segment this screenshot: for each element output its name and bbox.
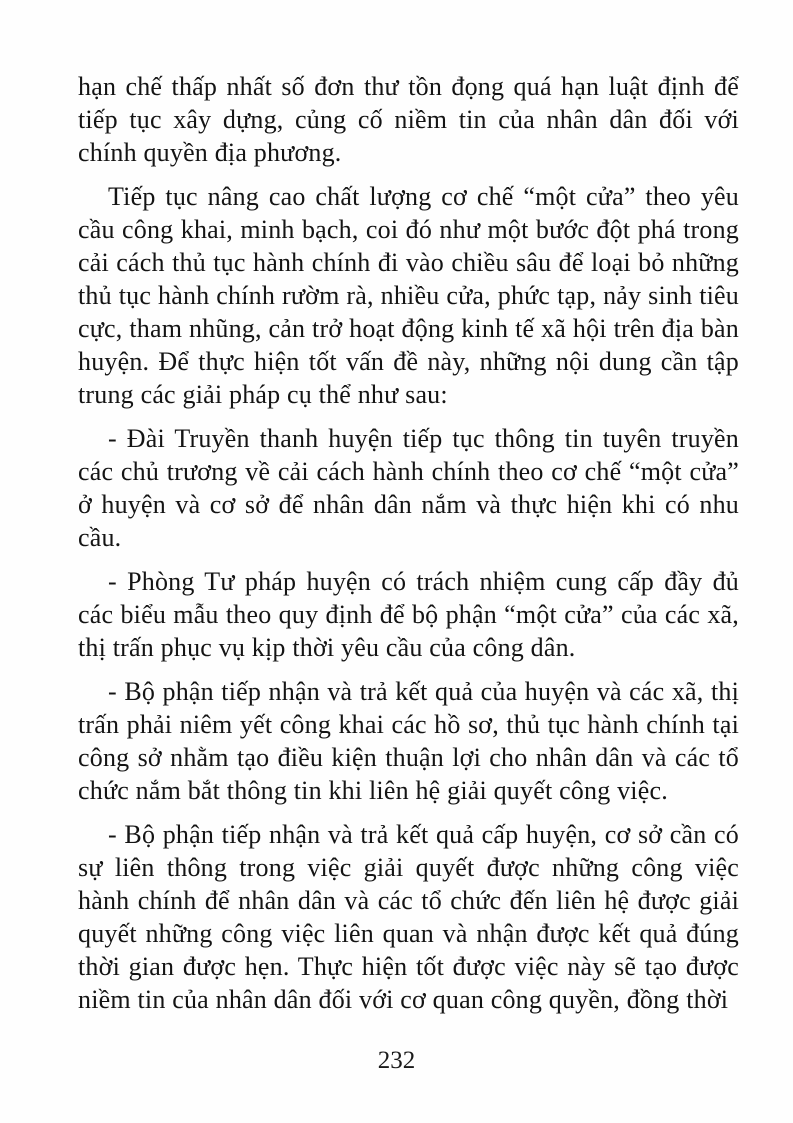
text-paragraph-bullet: - Đài Truyền thanh huyện tiếp tục thông tin tuyên truyền các chủ trương về cải cách hành chính theo cơ chế “một cửa” ở huyện và cơ sở để nhân dân nắm và thực hiện khi có nhu cầu. <box>78 424 739 552</box>
text-paragraph: hạn chế thấp nhất số đơn thư tồn đọng quá hạn luật định để tiếp tục xây dựng, củng cố niềm tin của nhân dân đối với chính quyền địa phương. <box>78 72 739 167</box>
text-paragraph-bullet: - Bộ phận tiếp nhận và trả kết quả của huyện và các xã, thị trấn phải niêm yết công khai các hồ sơ, thủ tục hành chính tại công sở nhằm tạo điều kiện thuận lợi cho nhân dân và các tổ chức nắm bắt thông tin khi liên hệ giải quyết công việc. <box>78 677 739 805</box>
text-paragraph-bullet: - Bộ phận tiếp nhận và trả kết quả cấp huyện, cơ sở cần có sự liên thông trong việc giải quyết được những công việc hành chính để nhân dân và các tổ chức đến liên hệ được giải quyết những công việc liên quan và nhận được kết quả đúng thời gian được hẹn. Thực hiện tốt được việc này sẽ tạo được niềm tin của nhân dân đối với cơ quan công quyền, đồng thời <box>78 820 739 1014</box>
page-body-text <box>78 70 739 1016</box>
text-paragraph-bullet: - Phòng Tư pháp huyện có trách nhiệm cung cấp đầy đủ các biểu mẫu theo quy định để bộ phận “một cửa” của các xã, thị trấn phục vụ kịp thời yêu cầu của công dân. <box>78 567 739 662</box>
page-number: 232 <box>377 1047 416 1074</box>
text-paragraph: Tiếp tục nâng cao chất lượng cơ chế “một cửa” theo yêu cầu công khai, minh bạch, coi đó như một bước đột phá trong cải cách thủ tục hành chính đi vào chiều sâu để loại bỏ những thủ tục hành chính rườm rà, nhiều cửa, phức tạp, nảy sinh tiêu cực, tham nhũng, cản trở hoạt động kinh tế xã hội trên địa bàn huyện. Để thực hiện tốt vấn đề này, những nội dung cần tập trung các giải pháp cụ thể như sau: <box>78 182 739 409</box>
